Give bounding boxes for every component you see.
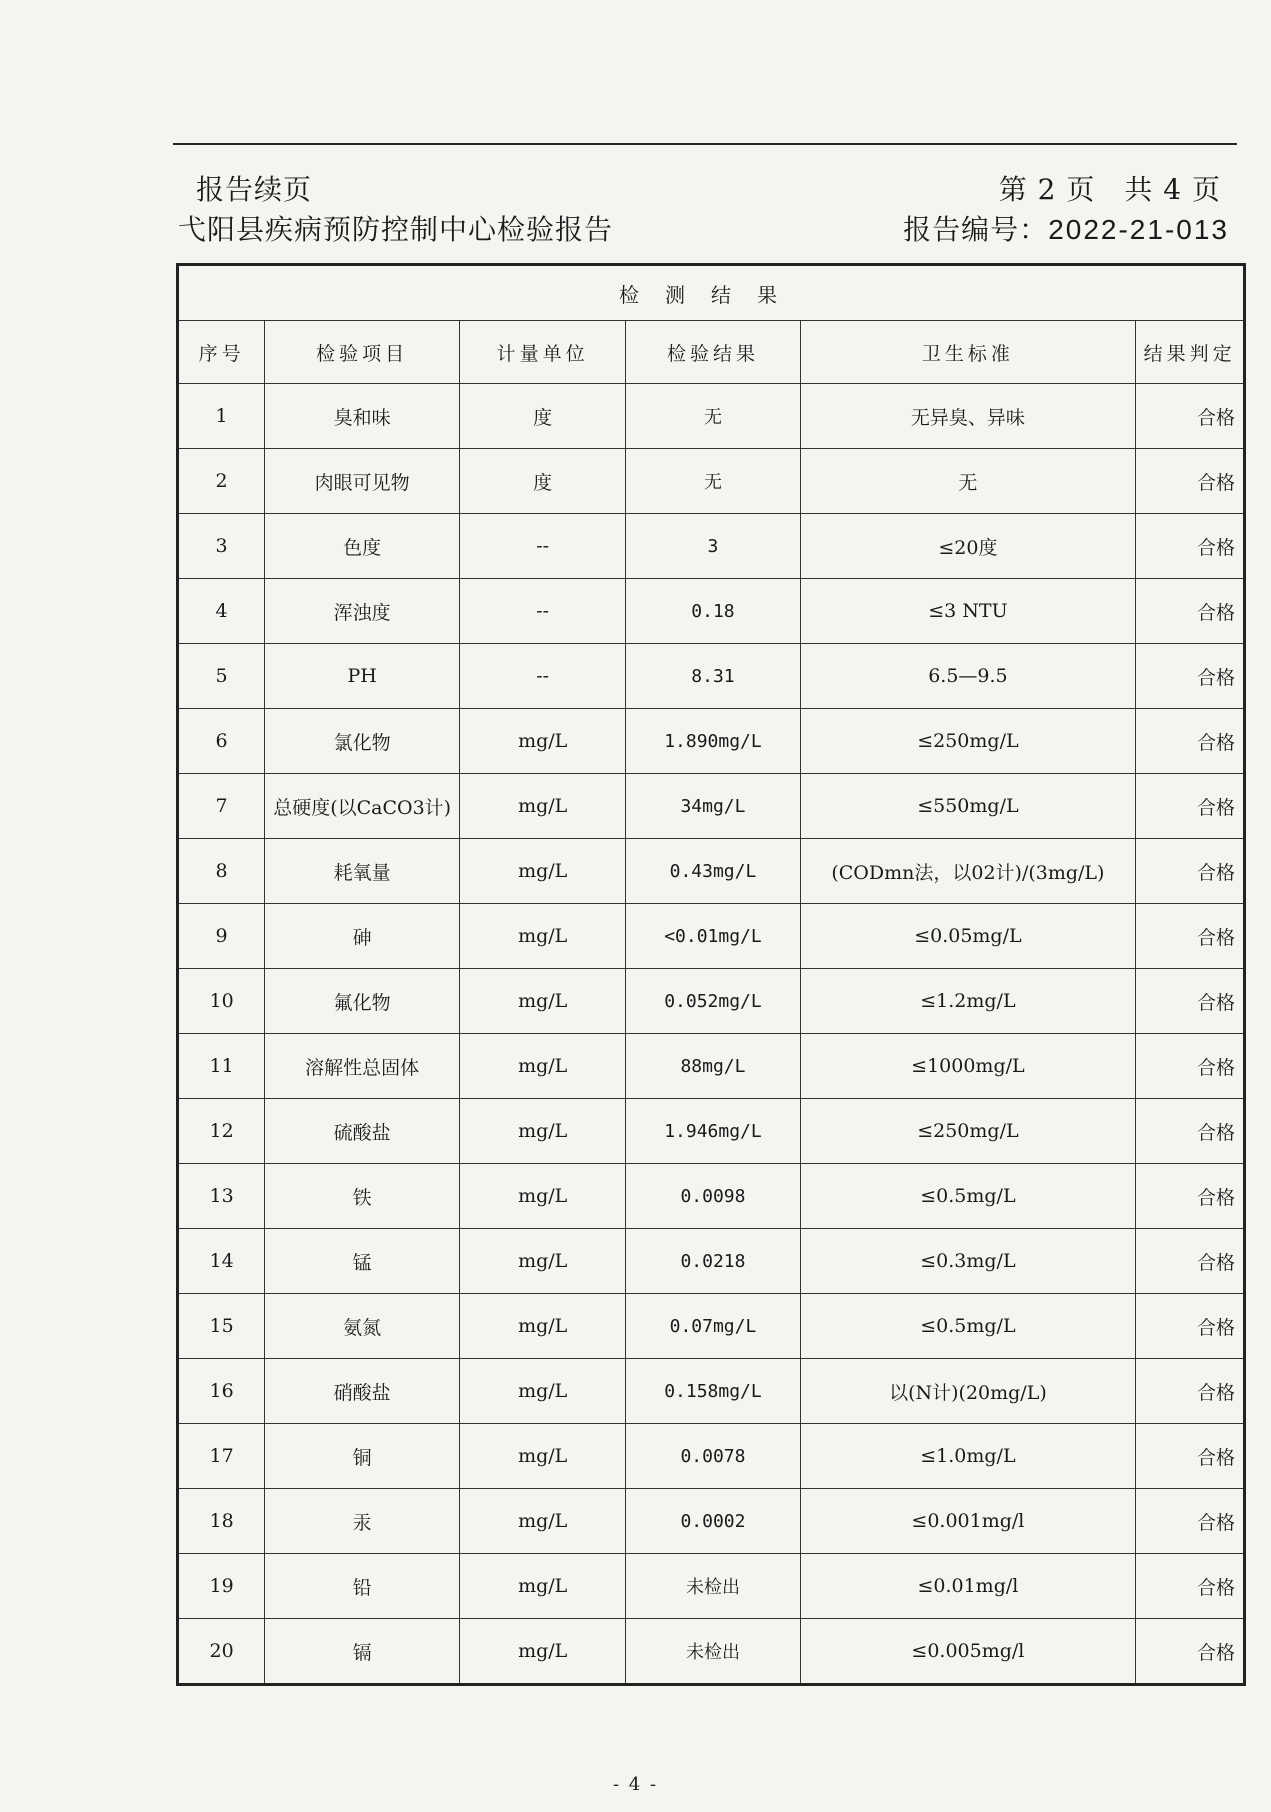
verdict-cell: 合格 bbox=[1136, 384, 1245, 449]
hygiene-standard-cell: ≤20度 bbox=[800, 514, 1135, 579]
test-result-cell: <0.01mg/L bbox=[626, 904, 800, 969]
table-row bbox=[178, 1229, 1245, 1294]
verdict-cell: 合格 bbox=[1136, 1359, 1245, 1424]
hygiene-standard-cell: ≤1.0mg/L bbox=[800, 1424, 1135, 1489]
test-result-cell: 0.052mg/L bbox=[626, 969, 800, 1034]
verdict-cell: 合格 bbox=[1136, 1489, 1245, 1554]
table-header-row bbox=[178, 321, 1245, 384]
test-item-cell: 氨氮 bbox=[265, 1294, 460, 1359]
verdict-cell: 合格 bbox=[1136, 1554, 1245, 1619]
row-number-cell: 16 bbox=[178, 1359, 265, 1424]
verdict-cell: 合格 bbox=[1136, 1164, 1245, 1229]
column-header-result: 检验结果 bbox=[626, 321, 800, 384]
table-row bbox=[178, 1554, 1245, 1619]
table-row bbox=[178, 579, 1245, 644]
unit-cell: -- bbox=[460, 514, 626, 579]
verdict-cell: 合格 bbox=[1136, 1294, 1245, 1359]
unit-cell: -- bbox=[460, 644, 626, 709]
test-item-cell: 铁 bbox=[265, 1164, 460, 1229]
verdict-cell: 合格 bbox=[1136, 1034, 1245, 1099]
page-info: 第 2 页 共 4 页 bbox=[998, 173, 1221, 206]
table-row bbox=[178, 1424, 1245, 1489]
unit-cell: 度 bbox=[460, 384, 626, 449]
table-row bbox=[178, 1034, 1245, 1099]
test-item-cell: 硫酸盐 bbox=[265, 1099, 460, 1164]
hygiene-standard-cell: ≤0.5mg/L bbox=[800, 1294, 1135, 1359]
unit-cell: mg/L bbox=[460, 1294, 626, 1359]
test-result-cell: 0.07mg/L bbox=[626, 1294, 800, 1359]
table-row bbox=[178, 1294, 1245, 1359]
unit-cell: mg/L bbox=[460, 1489, 626, 1554]
column-header-standard: 卫生标准 bbox=[800, 321, 1135, 384]
test-item-cell: 铅 bbox=[265, 1554, 460, 1619]
unit-cell: mg/L bbox=[460, 1424, 626, 1489]
results-table bbox=[176, 263, 1246, 1686]
table-row bbox=[178, 449, 1245, 514]
test-result-cell: 88mg/L bbox=[626, 1034, 800, 1099]
row-number-cell: 18 bbox=[178, 1489, 265, 1554]
test-item-cell: 镉 bbox=[265, 1619, 460, 1685]
test-item-cell: 氟化物 bbox=[265, 969, 460, 1034]
test-item-cell: 耗氧量 bbox=[265, 839, 460, 904]
verdict-cell: 合格 bbox=[1136, 1424, 1245, 1489]
test-item-cell: 氯化物 bbox=[265, 709, 460, 774]
row-number-cell: 3 bbox=[178, 514, 265, 579]
verdict-cell: 合格 bbox=[1136, 904, 1245, 969]
table-row bbox=[178, 709, 1245, 774]
verdict-cell: 合格 bbox=[1136, 1229, 1245, 1294]
table-row bbox=[178, 904, 1245, 969]
column-header-verdict: 结果判定 bbox=[1136, 321, 1245, 384]
hygiene-standard-cell: ≤0.01mg/l bbox=[800, 1554, 1135, 1619]
hygiene-standard-cell: ≤0.5mg/L bbox=[800, 1164, 1135, 1229]
row-number-cell: 2 bbox=[178, 449, 265, 514]
hygiene-standard-cell: ≤250mg/L bbox=[800, 1099, 1135, 1164]
verdict-cell: 合格 bbox=[1136, 709, 1245, 774]
test-result-cell: 0.0098 bbox=[626, 1164, 800, 1229]
row-number-cell: 11 bbox=[178, 1034, 265, 1099]
column-header-no: 序号 bbox=[178, 321, 265, 384]
verdict-cell: 合格 bbox=[1136, 839, 1245, 904]
table-row bbox=[178, 1489, 1245, 1554]
hygiene-standard-cell: ≤0.005mg/l bbox=[800, 1619, 1135, 1685]
row-number-cell: 4 bbox=[178, 579, 265, 644]
test-result-cell: 0.0078 bbox=[626, 1424, 800, 1489]
table-row bbox=[178, 1619, 1245, 1685]
table-row bbox=[178, 839, 1245, 904]
report-number-label: 报告编号： bbox=[903, 213, 1049, 246]
hygiene-standard-cell: ≤1.2mg/L bbox=[800, 969, 1135, 1034]
row-number-cell: 10 bbox=[178, 969, 265, 1034]
test-item-cell: 臭和味 bbox=[265, 384, 460, 449]
header-rule bbox=[173, 143, 1237, 145]
test-result-cell: 1.946mg/L bbox=[626, 1099, 800, 1164]
unit-cell: mg/L bbox=[460, 1099, 626, 1164]
hygiene-standard-cell: ≤1000mg/L bbox=[800, 1034, 1135, 1099]
hygiene-standard-cell: ≤250mg/L bbox=[800, 709, 1135, 774]
unit-cell: 度 bbox=[460, 449, 626, 514]
results-table-body bbox=[178, 265, 1245, 1685]
test-result-cell: 0.43mg/L bbox=[626, 839, 800, 904]
test-result-cell: 0.0218 bbox=[626, 1229, 800, 1294]
test-item-cell: 汞 bbox=[265, 1489, 460, 1554]
row-number-cell: 8 bbox=[178, 839, 265, 904]
row-number-cell: 9 bbox=[178, 904, 265, 969]
verdict-cell: 合格 bbox=[1136, 774, 1245, 839]
hygiene-standard-cell: ≤550mg/L bbox=[800, 774, 1135, 839]
unit-cell: mg/L bbox=[460, 1034, 626, 1099]
test-item-cell: 色度 bbox=[265, 514, 460, 579]
table-row bbox=[178, 1099, 1245, 1164]
table-row bbox=[178, 969, 1245, 1034]
test-result-cell: 0.0002 bbox=[626, 1489, 800, 1554]
test-item-cell: 硝酸盐 bbox=[265, 1359, 460, 1424]
table-row bbox=[178, 384, 1245, 449]
verdict-cell: 合格 bbox=[1136, 644, 1245, 709]
table-title: 检测结果 bbox=[178, 265, 1245, 321]
unit-cell: mg/L bbox=[460, 1164, 626, 1229]
verdict-cell: 合格 bbox=[1136, 969, 1245, 1034]
test-result-cell: 未检出 bbox=[626, 1554, 800, 1619]
unit-cell: mg/L bbox=[460, 709, 626, 774]
verdict-cell: 合格 bbox=[1136, 1619, 1245, 1685]
table-title-row bbox=[178, 265, 1245, 321]
test-item-cell: 总硬度(以CaCO3计) bbox=[265, 774, 460, 839]
table-row bbox=[178, 1359, 1245, 1424]
test-item-cell: 铜 bbox=[265, 1424, 460, 1489]
test-result-cell: 34mg/L bbox=[626, 774, 800, 839]
unit-cell: mg/L bbox=[460, 969, 626, 1034]
test-result-cell: 3 bbox=[626, 514, 800, 579]
row-number-cell: 6 bbox=[178, 709, 265, 774]
test-item-cell: 肉眼可见物 bbox=[265, 449, 460, 514]
row-number-cell: 17 bbox=[178, 1424, 265, 1489]
hygiene-standard-cell: ≤3 NTU bbox=[800, 579, 1135, 644]
hygiene-standard-cell: ≤0.3mg/L bbox=[800, 1229, 1135, 1294]
hygiene-standard-cell: 6.5—9.5 bbox=[800, 644, 1135, 709]
column-header-item: 检验项目 bbox=[265, 321, 460, 384]
row-number-cell: 7 bbox=[178, 774, 265, 839]
row-number-cell: 1 bbox=[178, 384, 265, 449]
page-number: - 4 - bbox=[612, 1774, 659, 1795]
unit-cell: mg/L bbox=[460, 774, 626, 839]
report-number-value: 2022-21-013 bbox=[1048, 214, 1229, 245]
hygiene-standard-cell: ≤0.05mg/L bbox=[800, 904, 1135, 969]
test-item-cell: PH bbox=[265, 644, 460, 709]
row-number-cell: 20 bbox=[178, 1619, 265, 1685]
test-result-cell: 无 bbox=[626, 449, 800, 514]
row-number-cell: 5 bbox=[178, 644, 265, 709]
row-number-cell: 13 bbox=[178, 1164, 265, 1229]
unit-cell: mg/L bbox=[460, 1619, 626, 1685]
hygiene-standard-cell: ≤0.001mg/l bbox=[800, 1489, 1135, 1554]
test-result-cell: 1.890mg/L bbox=[626, 709, 800, 774]
verdict-cell: 合格 bbox=[1136, 449, 1245, 514]
report-continued-label: 报告续页 bbox=[196, 173, 313, 206]
test-item-cell: 锰 bbox=[265, 1229, 460, 1294]
unit-cell: -- bbox=[460, 579, 626, 644]
unit-cell: mg/L bbox=[460, 1229, 626, 1294]
test-result-cell: 未检出 bbox=[626, 1619, 800, 1685]
report-title: 弋阳县疾病预防控制中心检验报告 bbox=[178, 213, 614, 246]
test-result-cell: 无 bbox=[626, 384, 800, 449]
table-row bbox=[178, 1164, 1245, 1229]
row-number-cell: 15 bbox=[178, 1294, 265, 1359]
table-row bbox=[178, 514, 1245, 579]
unit-cell: mg/L bbox=[460, 904, 626, 969]
test-item-cell: 溶解性总固体 bbox=[265, 1034, 460, 1099]
verdict-cell: 合格 bbox=[1136, 579, 1245, 644]
verdict-cell: 合格 bbox=[1136, 514, 1245, 579]
hygiene-standard-cell: 以(N计)(20mg/L) bbox=[800, 1359, 1135, 1424]
report-number bbox=[903, 208, 1229, 248]
row-number-cell: 14 bbox=[178, 1229, 265, 1294]
unit-cell: mg/L bbox=[460, 839, 626, 904]
column-header-unit: 计量单位 bbox=[460, 321, 626, 384]
table-row bbox=[178, 774, 1245, 839]
test-result-cell: 0.158mg/L bbox=[626, 1359, 800, 1424]
test-item-cell: 浑浊度 bbox=[265, 579, 460, 644]
hygiene-standard-cell: (CODmn法，以02计)/(3mg/L) bbox=[800, 839, 1135, 904]
table-row bbox=[178, 644, 1245, 709]
test-result-cell: 0.18 bbox=[626, 579, 800, 644]
hygiene-standard-cell: 无 bbox=[800, 449, 1135, 514]
unit-cell: mg/L bbox=[460, 1359, 626, 1424]
hygiene-standard-cell: 无异臭、异味 bbox=[800, 384, 1135, 449]
row-number-cell: 12 bbox=[178, 1099, 265, 1164]
test-item-cell: 砷 bbox=[265, 904, 460, 969]
verdict-cell: 合格 bbox=[1136, 1099, 1245, 1164]
unit-cell: mg/L bbox=[460, 1554, 626, 1619]
test-result-cell: 8.31 bbox=[626, 644, 800, 709]
row-number-cell: 19 bbox=[178, 1554, 265, 1619]
